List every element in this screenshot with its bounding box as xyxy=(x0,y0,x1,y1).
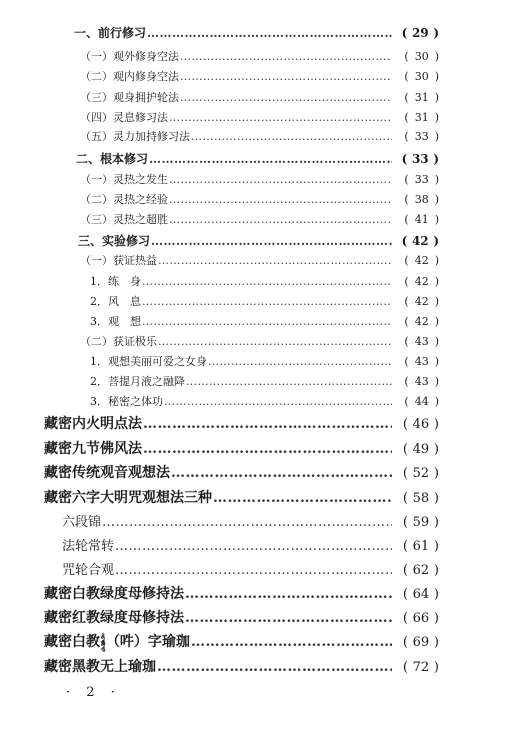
toc-leader xyxy=(143,441,392,457)
toc-entry-title: 1．观想美丽可爱之女身 xyxy=(90,355,207,368)
toc-entry-title: 藏密白教绿度母修持法 xyxy=(44,586,184,602)
toc-entry-title: （五）灵力加持修习法 xyxy=(80,130,190,143)
toc-leader xyxy=(185,586,392,602)
toc-entry-title: 3．秘密之体功 xyxy=(90,395,163,408)
toc-leader xyxy=(169,193,392,206)
toc-entry-page: ( 44 ) xyxy=(404,395,439,408)
toc-entry-title: 藏密红教绿度母修持法 xyxy=(44,610,184,626)
toc-entry[interactable] xyxy=(80,128,439,144)
toc-entry-page: ( 30 ) xyxy=(404,50,439,63)
toc-entry[interactable] xyxy=(44,438,439,458)
toc-entry[interactable] xyxy=(76,150,439,167)
toc-entry-title: （三）观身拥护轮法 xyxy=(80,91,179,104)
hum-syllable-bottom: ཧཱུྃ xyxy=(101,641,105,650)
toc-entry-title: （二）观内修身空法 xyxy=(80,70,179,83)
toc-leader xyxy=(158,335,392,348)
toc-entry-page: ( 42 ) xyxy=(404,254,439,267)
toc-entry[interactable] xyxy=(44,607,439,627)
toc-entry-page: ( 43 ) xyxy=(404,335,439,348)
toc-entry-title: （三）灵热之超胜 xyxy=(80,213,168,226)
hum-syllable-glyph xyxy=(101,635,105,649)
toc-entry-page: ( 33 ) xyxy=(401,152,439,166)
toc-entry[interactable] xyxy=(44,631,439,651)
toc-entry-title: （二）灵热之经验 xyxy=(80,193,168,206)
toc-entry[interactable] xyxy=(74,24,439,41)
toc-entry-page: ( 29 ) xyxy=(401,26,439,40)
toc-entry-page: ( 42 ) xyxy=(404,275,439,288)
toc-entry-title: 藏密传统观音观想法 xyxy=(44,465,170,481)
toc-entry-page: ( 64 ) xyxy=(402,587,439,602)
toc-entry-title: 藏密六字大明咒观想法三种 xyxy=(44,490,212,506)
toc-entry[interactable] xyxy=(90,353,439,369)
toc-entry-page: ( 38 ) xyxy=(404,193,439,206)
toc-leader xyxy=(147,26,392,40)
toc-entry-page: ( 31 ) xyxy=(404,111,439,124)
toc-entry[interactable] xyxy=(90,293,439,309)
toc-leader xyxy=(208,355,392,368)
toc-entry-page: ( 46 ) xyxy=(402,417,439,432)
toc-leader xyxy=(102,515,392,530)
toc-leader xyxy=(213,490,392,506)
toc-entry[interactable] xyxy=(80,171,439,187)
toc-entry[interactable] xyxy=(44,583,439,603)
toc-entry[interactable] xyxy=(90,373,439,389)
toc-entry-title: （一）灵热之发生 xyxy=(80,173,168,186)
toc-leader xyxy=(142,295,392,308)
toc-leader xyxy=(169,173,392,186)
toc-entry-page: ( 69 ) xyxy=(402,635,439,650)
toc-entry-page: ( 43 ) xyxy=(404,375,439,388)
toc-entry-title: 藏密九节佛风法 xyxy=(44,441,142,457)
toc-entry[interactable] xyxy=(80,191,439,207)
toc-leader xyxy=(169,213,392,226)
toc-leader xyxy=(169,111,392,124)
toc-entry[interactable] xyxy=(80,211,439,227)
toc-entry[interactable] xyxy=(62,535,439,554)
toc-entry-page: ( 43 ) xyxy=(404,355,439,368)
toc-entry[interactable] xyxy=(80,68,439,84)
toc-entry-title: （一）观外修身空法 xyxy=(80,50,179,63)
toc-leader xyxy=(149,152,392,166)
toc-leader xyxy=(115,563,392,578)
toc-entry-title: 三、实验修习 xyxy=(78,234,151,248)
toc-entry-title: 咒轮合观 xyxy=(62,563,115,578)
toc-entry-title: 2．风 息 xyxy=(90,295,141,308)
toc-entry-page: ( 42 ) xyxy=(404,315,439,328)
toc-entry-page: ( 72 ) xyxy=(402,660,439,675)
toc-entry-title: 一、前行修习 xyxy=(74,26,147,40)
toc-entry-page: ( 58 ) xyxy=(402,491,439,506)
toc-entry[interactable] xyxy=(44,487,439,507)
toc-leader xyxy=(185,610,392,626)
toc-leader xyxy=(180,50,392,63)
toc-entry-page: ( 33 ) xyxy=(404,130,439,143)
toc-entry-title: 法轮常转 xyxy=(62,539,115,554)
toc-entry-title: 藏密内火明点法 xyxy=(44,416,142,432)
toc-entry-page: ( 31 ) xyxy=(404,91,439,104)
toc-leader xyxy=(180,91,392,104)
toc-entry-title-post: （吽）字瑜珈 xyxy=(105,634,190,650)
hum-syllable-top: ཧཱུྃ xyxy=(101,634,105,643)
toc-entry[interactable] xyxy=(44,462,439,482)
toc-entry-title: 2．菩提月液之融降 xyxy=(90,375,185,388)
toc-entry-page: ( 62 ) xyxy=(402,563,439,578)
toc-entry-page: ( 30 ) xyxy=(404,70,439,83)
toc-entry-page: ( 42 ) xyxy=(404,295,439,308)
toc-leader xyxy=(142,275,392,288)
toc-entry-page: ( 33 ) xyxy=(404,173,439,186)
toc-entry[interactable] xyxy=(80,89,439,105)
toc-entry[interactable] xyxy=(80,109,439,125)
toc-entry-title: 1．练 身 xyxy=(90,275,141,288)
toc-entry[interactable] xyxy=(90,313,439,329)
toc-entry-page: ( 61 ) xyxy=(402,539,439,554)
toc-leader xyxy=(186,375,392,388)
toc-entry-page: ( 66 ) xyxy=(402,611,439,626)
toc-leader xyxy=(142,315,392,328)
toc-leader xyxy=(180,70,392,83)
toc-leader xyxy=(143,416,392,432)
toc-entry[interactable] xyxy=(62,511,439,530)
toc-entry-title: 藏密黑教无上瑜珈 xyxy=(44,659,156,675)
toc-leader xyxy=(158,254,392,267)
toc-entry-title-pre: 藏密白教 xyxy=(44,634,100,650)
toc-entry[interactable] xyxy=(80,333,439,349)
toc-entry-page: ( 42 ) xyxy=(401,234,439,248)
toc-entry-title xyxy=(44,631,190,651)
toc-entry[interactable] xyxy=(44,656,439,676)
toc-entry-title: 二、根本修习 xyxy=(76,152,149,166)
toc-entry[interactable] xyxy=(80,252,439,268)
toc-entry[interactable] xyxy=(78,232,439,249)
toc-entry-title: （一）获证热益 xyxy=(80,254,157,267)
toc-entry-title: （四）灵息修习法 xyxy=(80,111,168,124)
toc-entry-title: 3．观 想 xyxy=(90,315,141,328)
page-number: · 2 · xyxy=(66,685,121,700)
toc-leader xyxy=(115,539,392,554)
toc-leader xyxy=(157,659,392,675)
toc-leader xyxy=(191,634,392,650)
toc-entry[interactable] xyxy=(62,559,439,578)
toc-entry-page: ( 59 ) xyxy=(402,515,439,530)
toc-entry[interactable] xyxy=(80,48,439,64)
toc-entry-title: 六段锦 xyxy=(62,515,102,530)
toc-entry[interactable] xyxy=(90,273,439,289)
toc-leader xyxy=(171,465,392,481)
toc-entry-page: ( 52 ) xyxy=(402,466,439,481)
toc-leader xyxy=(164,395,392,408)
toc-entry[interactable] xyxy=(44,413,439,433)
toc-entry-page: ( 41 ) xyxy=(404,213,439,226)
toc-entry-title: （二）获证极乐 xyxy=(80,335,157,348)
toc-leader xyxy=(151,234,392,248)
toc-entry[interactable] xyxy=(90,393,439,409)
toc-entry-page: ( 49 ) xyxy=(402,442,439,457)
toc-leader xyxy=(191,130,392,143)
